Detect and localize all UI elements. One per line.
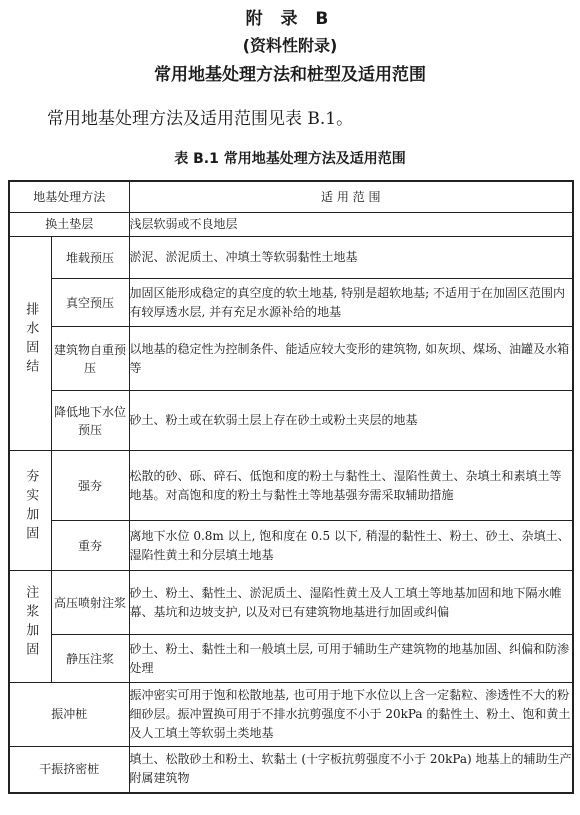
group-cell-grouting	[9, 571, 51, 683]
method-cell: 振冲桩	[9, 683, 129, 747]
range-cell: 离地下水位 0.8m 以上, 饱和度在 0.5 以下, 稍湿的黏性土、粉土、砂土、杂填土、湿陷性黄土和分层填土地基	[129, 521, 573, 571]
sub-method-cell: 静压注浆	[51, 635, 129, 683]
table-row	[9, 747, 573, 793]
group-cell-compaction	[9, 451, 51, 571]
table-row	[9, 279, 573, 327]
sub-method-cell: 建筑物自重预压	[51, 327, 129, 391]
table-row	[9, 521, 573, 571]
group-label: 排水固结	[23, 301, 39, 378]
range-cell: 砂土、粉土或在软弱土层上存在砂土或粉土夹层的地基	[129, 391, 573, 451]
method-cell: 干振挤密桩	[9, 747, 129, 793]
appendix-name: 常用地基处理方法和桩型及适用范围	[154, 65, 426, 85]
table-row	[9, 571, 573, 635]
sub-method-cell: 堆载预压	[51, 237, 129, 279]
table-caption: 表 B.1 常用地基处理方法及适用范围	[174, 151, 406, 167]
range-cell: 淤泥、淤泥质土、冲填土等软弱黏性土地基	[129, 237, 573, 279]
group-label: 注浆加固	[23, 584, 39, 661]
range-cell: 以地基的稳定性为控制条件、能适应较大变形的建筑物, 如灰坝、煤场、油罐及水箱等	[129, 327, 573, 391]
table-row	[9, 237, 573, 279]
group-label: 夯实加固	[23, 468, 39, 545]
appendix-title: 附 录 B	[245, 9, 335, 29]
sub-method-cell: 真空预压	[51, 279, 129, 327]
range-cell: 松散的砂、砾、碎石、低饱和度的粉土与黏性土、湿陷性黄土、杂填土和素填土等地基。对高饱和度的粉土与黏性土等地基强夯需采取辅助措施	[129, 451, 573, 521]
appendix-subtitle: (资料性附录)	[242, 36, 338, 55]
range-cell: 浅层软弱或不良地层	[129, 213, 573, 237]
method-cell: 换土垫层	[9, 213, 129, 237]
table-row	[9, 451, 573, 521]
methods-table	[8, 180, 574, 794]
range-cell: 砂土、粉土、黏性土和一般填土层, 可用于辅助生产建筑物的地基加固、纠偏和防渗处理	[129, 635, 573, 683]
intro-text: 常用地基处理方法及适用范围见表 B.1。	[47, 109, 354, 129]
table-header-row	[9, 181, 573, 213]
sub-method-cell: 重夯	[51, 521, 129, 571]
group-cell-drainage	[9, 237, 51, 451]
header-range: 适 用 范 围	[129, 181, 573, 213]
header-method: 地基处理方法	[9, 181, 129, 213]
table-row	[9, 391, 573, 451]
table-row	[9, 213, 573, 237]
range-cell: 砂土、粉土、黏性土、淤泥质土、湿陷性黄土及人工填土等地基加固和地下隔水帷幕、基坑和边坡支护, 以及对已有建筑物地基进行加固或纠偏	[129, 571, 573, 635]
sub-method-cell: 降低地下水位预压	[51, 391, 129, 451]
range-cell: 振冲密实可用于饱和松散地基, 也可用于地下水位以上含一定黏粒、渗透性不大的粉细砂层。振冲置换可用于不排水抗剪强度不小于 20kPa 的黏性土、粉土、饱和黄土及人工填土等软弱土类地基	[129, 683, 573, 747]
range-cell: 填土、松散砂土和粉土、软黏土 (十字板抗剪强度不小于 20kPa) 地基上的辅助生产附属建筑物	[129, 747, 573, 793]
sub-method-cell: 强夯	[51, 451, 129, 521]
table-row	[9, 683, 573, 747]
range-cell: 加固区能形成稳定的真空度的软土地基, 特别是超软地基; 不适用于在加固区范围内有较厚透水层, 并有充足水源补给的地基	[129, 279, 573, 327]
table-row	[9, 327, 573, 391]
table-row	[9, 635, 573, 683]
sub-method-cell: 高压喷射注浆	[51, 571, 129, 635]
